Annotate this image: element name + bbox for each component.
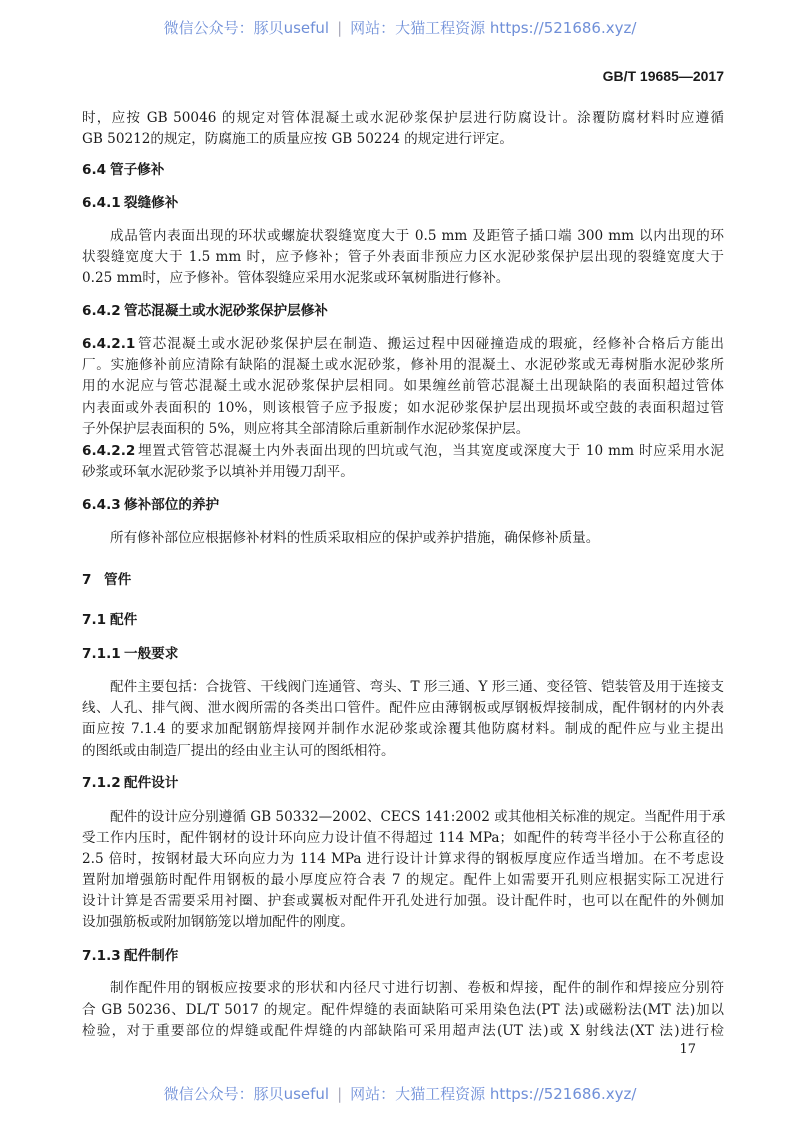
- paragraph-line: 内表面或外表面积的 10%，则该根管子应予报废；如水泥砂浆保护层出现损坏或空鼓的表面积超过管: [82, 400, 724, 416]
- paragraph-line: 面应按 7.1.4 的要求加配钢筋焊接网并制作水泥砂浆或涂覆其他防腐材料。制成的配件应与业主提出: [82, 721, 724, 737]
- paragraph-line: 0.25 mm时，应予修补。管体裂缝应采用水泥浆或环氧树脂进行修补。: [82, 270, 510, 286]
- paragraph-line: GB 50212的规定，防腐施工的质量应按 GB 50224 的规定进行评定。: [82, 131, 513, 147]
- section-title: 管件: [104, 572, 132, 588]
- section-number: 6.4.3: [82, 497, 121, 513]
- paragraph-line: 成品管内表面出现的环状或螺旋状裂缝宽度大于 0.5 mm 及距管子插口端 300 mm 以内出现的环: [110, 228, 724, 244]
- paragraph-line: 检验，对于重要部位的焊缝或配件焊缝的内部缺陷可采用超声法(UT 法)或 X 射线法(XT 法)进行检: [82, 1023, 724, 1039]
- section-heading-7-1: [82, 610, 137, 630]
- paragraph-line: 线、人孔、排气阀、泄水阀所需的各类出口管件。配件应由薄钢板或厚钢板焊接制成，配件钢材的内外表: [82, 700, 724, 716]
- section-title: 管子修补: [110, 162, 165, 178]
- watermark-top: [0, 17, 800, 38]
- paragraph-line: 的图纸或由制造厂提出的经由业主认可的图纸相符。: [82, 743, 395, 759]
- paragraph-line: 合 GB 50236、DL/T 5017 的规定。配件焊缝的表面缺陷可采用染色法(PT 法)或磁粉法(MT 法)加以: [82, 1002, 724, 1018]
- watermark-separator: |: [337, 1085, 343, 1103]
- paragraph-line: 配件主要包括：合拢管、干线阀门连通管、弯头、T 形三通、Y 形三通、变径管、铠装管及用于连接支: [110, 679, 724, 695]
- watermark-separator: |: [337, 19, 343, 37]
- section-heading-7-1-1: [82, 644, 178, 664]
- section-title: 管芯混凝土或水泥砂浆保护层修补: [124, 303, 328, 319]
- paragraph-line: 用的水泥应与管芯混凝土或水泥砂浆保护层相同。如果缠丝前管芯混凝土出现缺陷的表面积超过管体: [82, 378, 724, 394]
- section-number: 6.4.2: [82, 303, 121, 319]
- section-number: 7: [82, 572, 92, 588]
- section-heading-6-4-3: [82, 495, 219, 515]
- paragraph-line: 配件的设计应分别遵循 GB 50332—2002、CECS 141:2002 或其他相关标准的规定。当配件用于承: [110, 809, 726, 825]
- paragraph-line: 受工作内压时，配件钢材的设计环向应力设计值不得超过 114 MPa；如配件的转弯半径小于公称直径的: [82, 830, 724, 846]
- paragraph-line: 置附加增强筋时配件用钢板的最小厚度应符合表 7 的规定。配件上如需要开孔则应根据实际工况进行: [82, 872, 724, 888]
- section-heading-7-1-2: [82, 773, 178, 793]
- paragraph-line: 时，应按 GB 50046 的规定对管体混凝土或水泥砂浆保护层进行防腐设计。涂覆防腐材料时应遵循: [82, 110, 724, 126]
- section-number: 6.4.1: [82, 195, 121, 211]
- standard-number: GB/T 19685—2017: [602, 68, 724, 84]
- chapter-heading-7: [82, 570, 131, 590]
- clause-number-6-4-2-1: 6.4.2.1: [82, 336, 136, 352]
- section-heading-6-4-2: [82, 301, 328, 321]
- paragraph-line: 厂。实施修补前应清除有缺陷的混凝土或水泥砂浆，修补用的混凝土、水泥砂浆或无毒树脂水泥砂浆所: [82, 357, 724, 373]
- section-title: 裂缝修补: [124, 195, 179, 211]
- paragraph-line: 管芯混凝土或水泥砂浆保护层在制造、搬运过程中因碰撞造成的瑕疵，经修补合格后方能出: [138, 336, 724, 352]
- section-number: 7.1.3: [82, 948, 121, 964]
- paragraph-line: 设加强筋板或附加钢筋笼以增加配件的刚度。: [82, 914, 354, 930]
- watermark-text: 微信公众号：豚贝useful: [163, 1085, 330, 1103]
- section-heading-7-1-3: [82, 946, 178, 966]
- watermark-text: 微信公众号：豚贝useful: [163, 19, 330, 37]
- paragraph-line: 埋置式管管芯混凝土内外表面出现的凹坑或气泡，当其宽度或深度大于 10 mm 时应采用水泥: [138, 443, 724, 459]
- section-title: 一般要求: [124, 646, 179, 662]
- section-number: 7.1.1: [82, 646, 121, 662]
- watermark-url: 网站：大猫工程资源 https://521686.xyz/: [350, 1085, 637, 1103]
- paragraph-line: 所有修补部位应根据修补材料的性质采取相应的保护或养护措施，确保修补质量。: [110, 530, 600, 546]
- page-number: 17: [679, 1042, 696, 1057]
- watermark-url: 网站：大猫工程资源 https://521686.xyz/: [350, 19, 637, 37]
- section-title: 配件: [110, 612, 138, 628]
- watermark-bottom: [0, 1083, 800, 1104]
- section-title: 配件制作: [124, 948, 179, 964]
- section-heading-6-4-1: [82, 193, 178, 213]
- paragraph-line: 设计计算是否需要采用衬圈、护套或翼板对配件开孔处进行加强。设计配件时，也可以在配件的外侧加: [82, 893, 724, 909]
- paragraph-line: 制作配件用的钢板应按要求的形状和内径尺寸进行切割、卷板和焊接，配件的制作和焊接应分别符: [110, 980, 724, 996]
- section-title: 配件设计: [124, 775, 179, 791]
- paragraph-line: 2.5 倍时，按钢材最大环向应力为 114 MPa 进行设计计算求得的钢板厚度应作适当增加。在不考虑设: [82, 851, 724, 867]
- section-number: 6.4: [82, 162, 107, 178]
- clause-number-6-4-2-2: 6.4.2.2: [82, 443, 136, 459]
- section-title: 修补部位的养护: [124, 497, 220, 513]
- paragraph-line: 状裂缝宽度大于 1.5 mm 时，应予修补；管子外表面非预应力区水泥砂浆保护层出现的裂缝宽度大于: [82, 249, 724, 265]
- section-heading-6-4: [82, 160, 164, 180]
- section-number: 7.1.2: [82, 775, 121, 791]
- paragraph-line: 子外保护层表面积的 5%，则应将其全部清除后重新制作水泥砂浆保护层。: [82, 421, 530, 437]
- section-number: 7.1: [82, 612, 107, 628]
- paragraph-line: 砂浆或环氧水泥砂浆予以填补并用镘刀刮平。: [82, 464, 354, 480]
